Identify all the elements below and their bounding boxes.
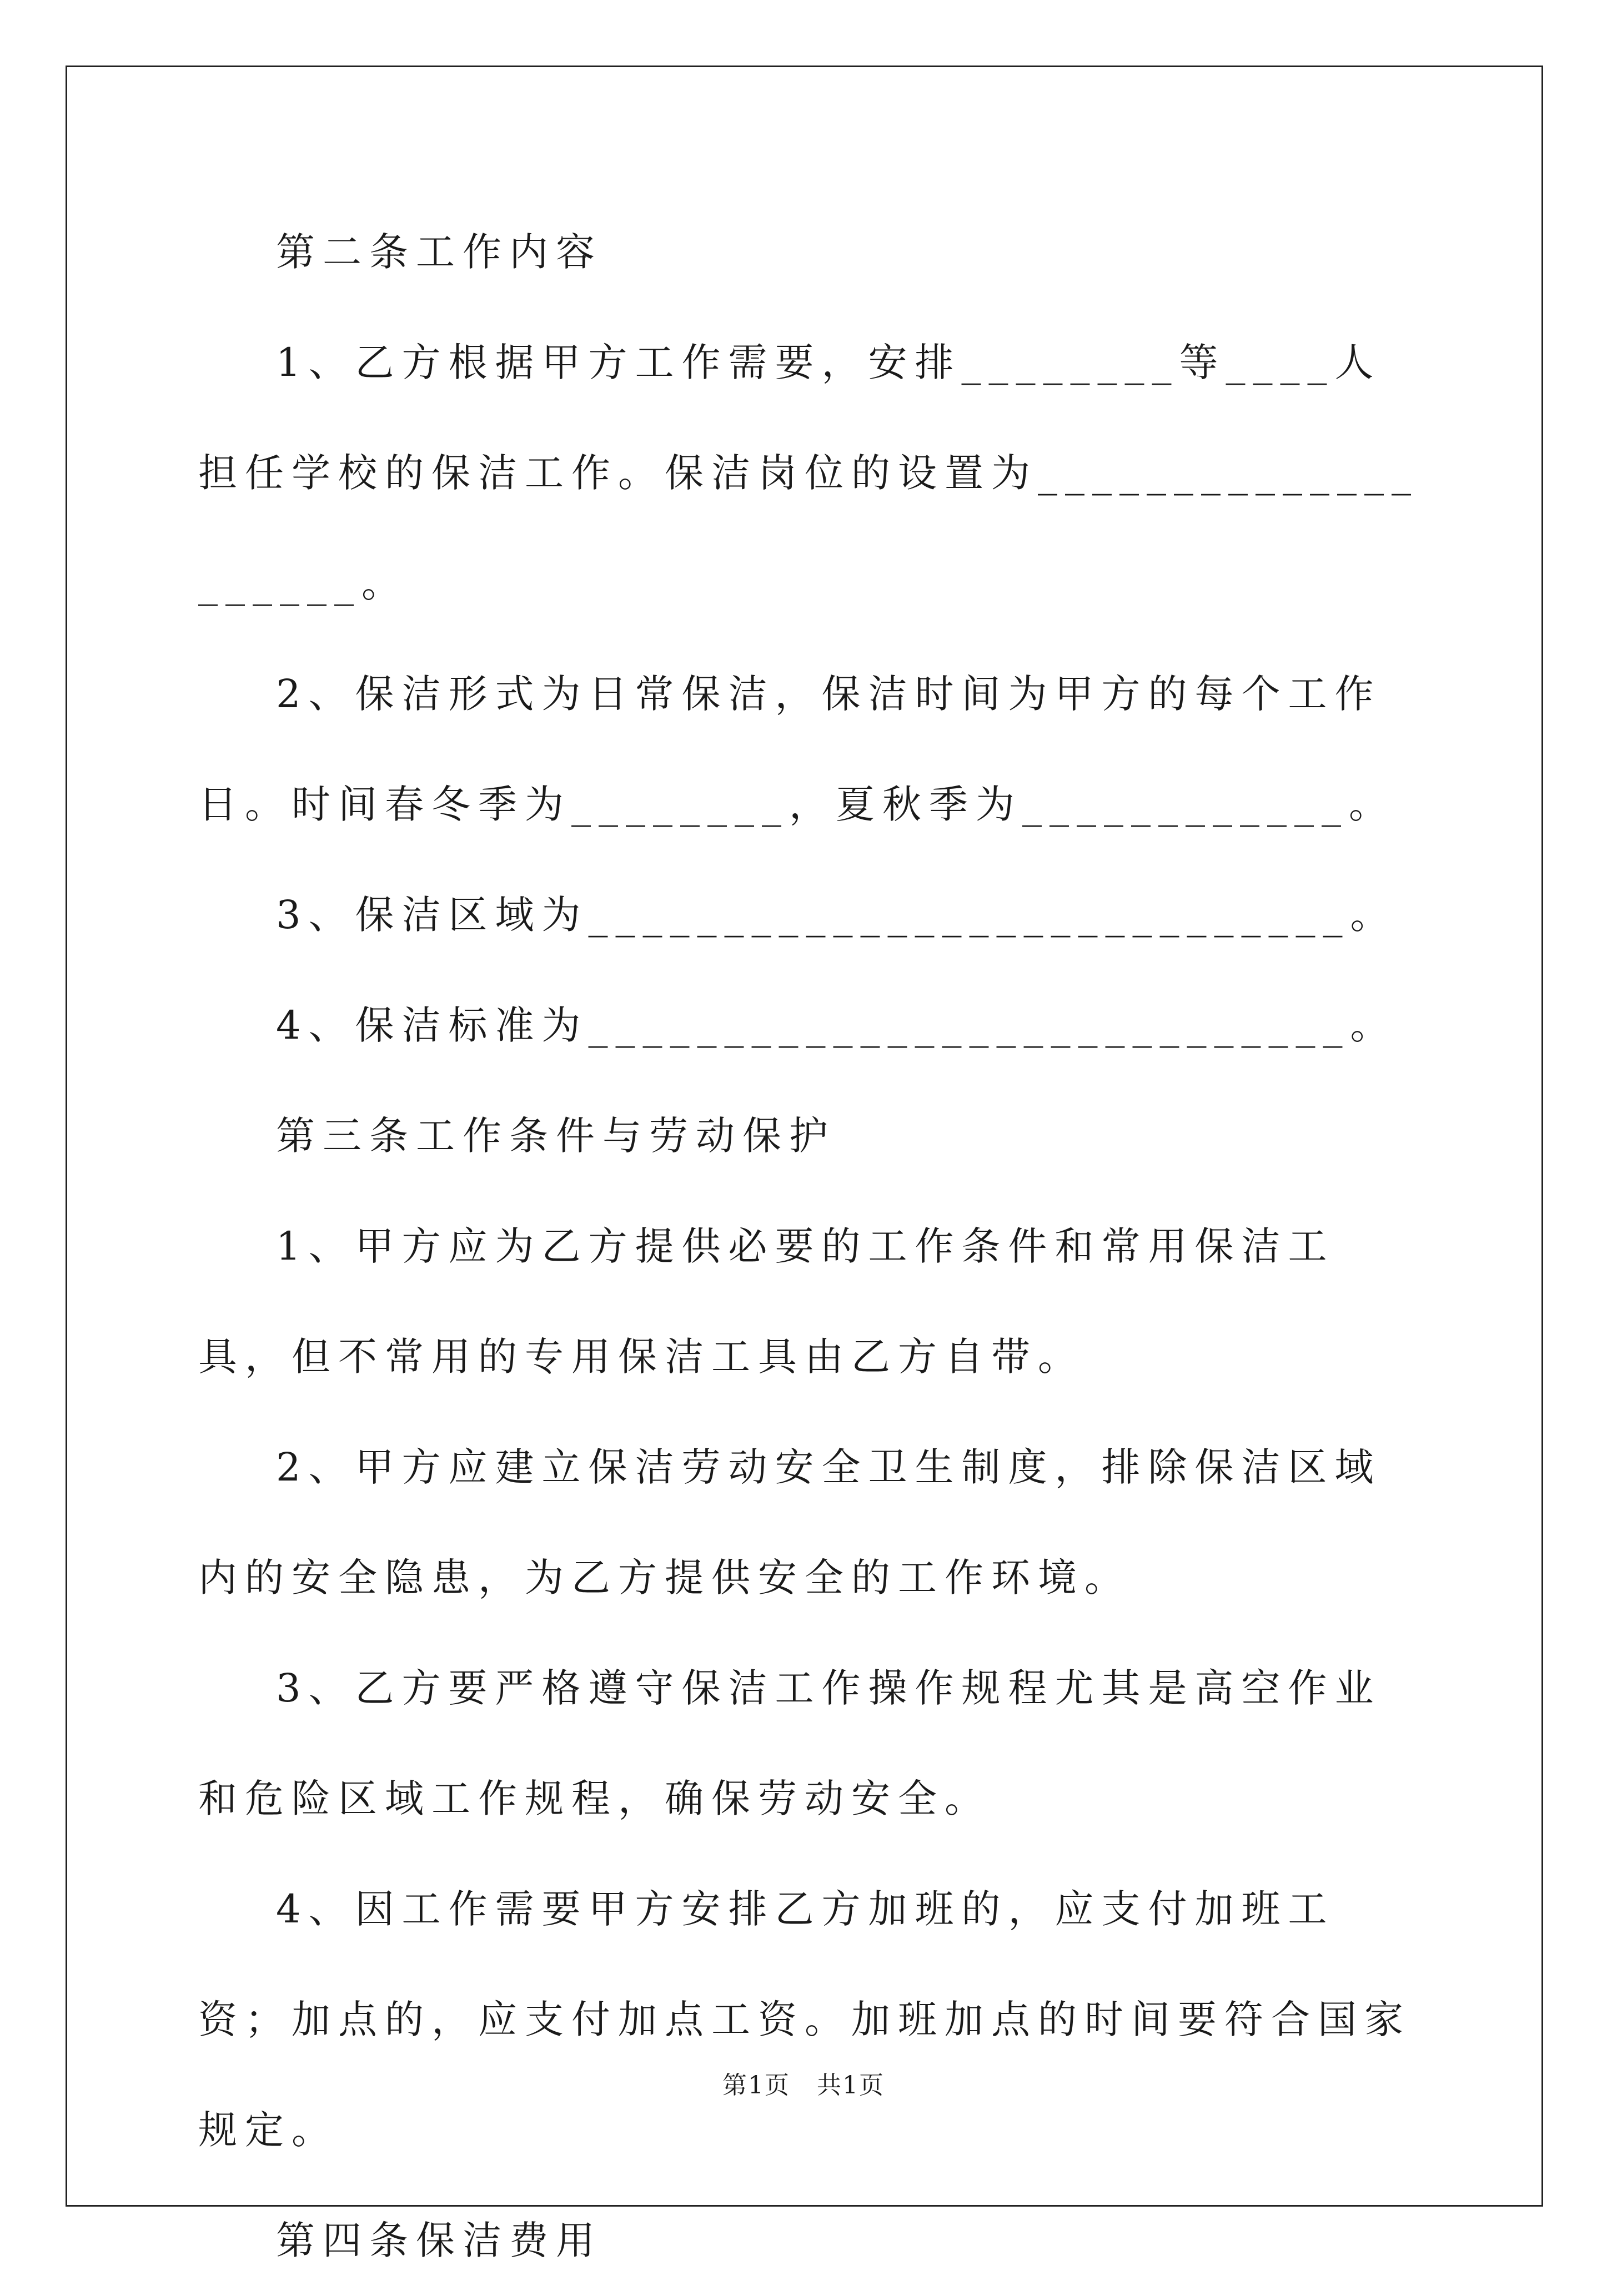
paragraph: 4、因工作需要甲方安排乙方加班的，应支付加班工资；加点的，应支付加点工资。加班加点的时间要符合国家规定。 <box>198 1886 1411 2153</box>
paragraph: 4、保洁标准为____________________________。 <box>276 1003 1397 1048</box>
page-number-footer: 第1页 共1页 <box>722 2071 885 2099</box>
paragraph: 3、乙方要严格遵守保洁工作操作规程尤其是高空作业和危险区域工作规程，确保劳动安全。 <box>198 1665 1382 1821</box>
section-heading-3: 第三条工作条件与劳动保护 <box>276 1113 836 1159</box>
section-heading-2: 第二条工作内容 <box>276 229 602 275</box>
paragraph: 1、乙方根据甲方工作需要，安排________等____人担任学校的保洁工作。保洁岗位的设置为____________________。 <box>198 340 1419 606</box>
paragraph: 2、保洁形式为日常保洁，保洁时间为甲方的每个工作日。时间春冬季为________，夏秋季为____________。 <box>198 671 1395 827</box>
document-body <box>198 197 1422 2296</box>
paragraph: 3、保洁区域为____________________________。 <box>276 892 1397 938</box>
section-heading-4: 第四条保洁费用 <box>276 2218 602 2263</box>
paragraph: 1、甲方应为乙方提供必要的工作条件和常用保洁工具，但不常用的专用保洁工具由乙方自带。 <box>198 1223 1335 1379</box>
paragraph: 2、甲方应建立保洁劳动安全卫生制度，排除保洁区域内的安全隐患，为乙方提供安全的工作环境。 <box>198 1444 1382 1600</box>
